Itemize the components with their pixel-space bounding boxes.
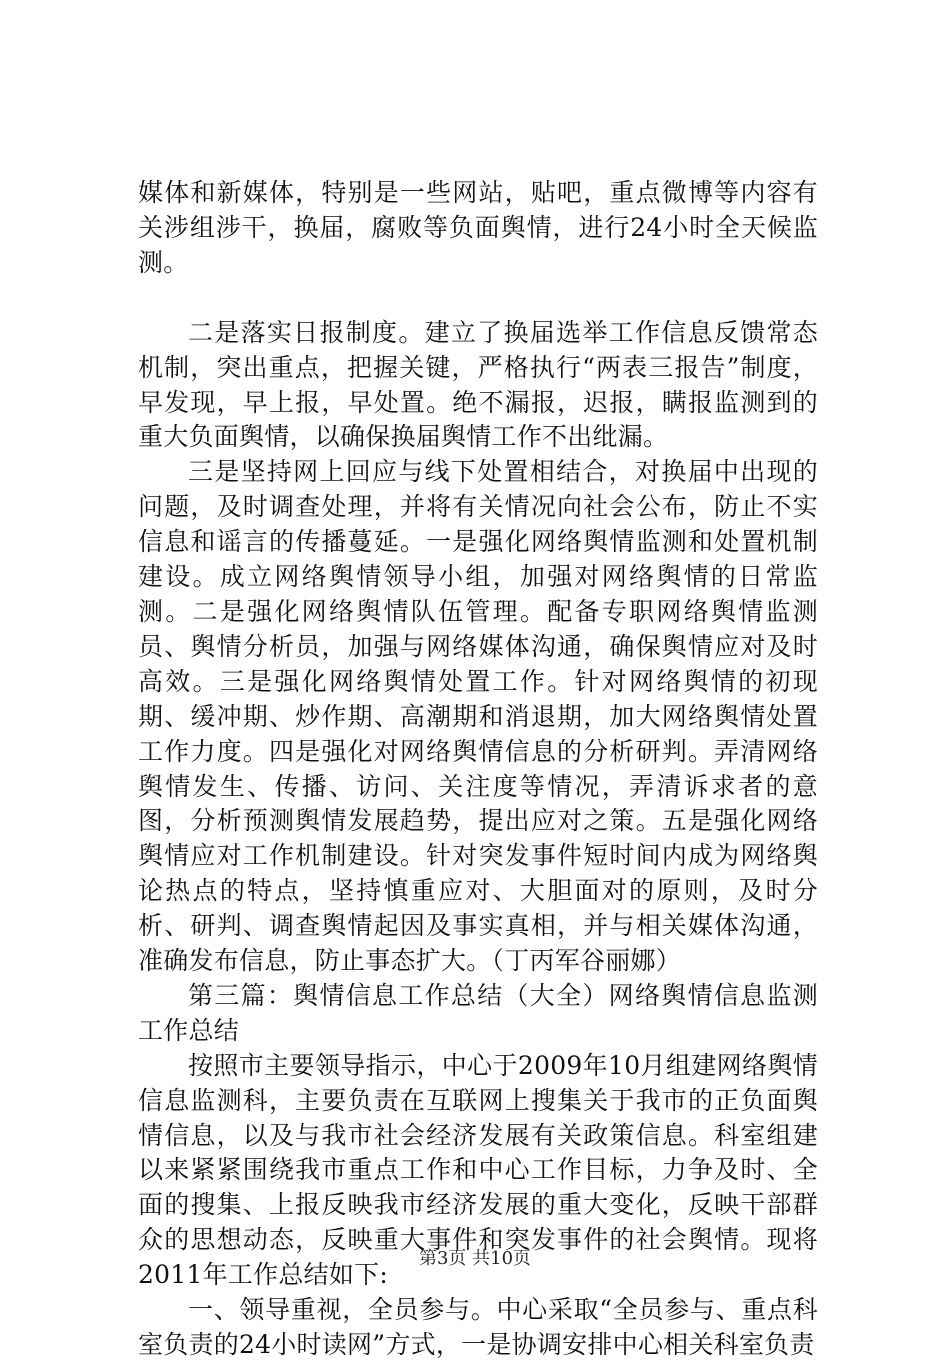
document-body	[138, 176, 818, 1363]
paragraph-online-offline: 三是坚持网上回应与线下处置相结合，对换届中出现的问题，及时调查处理，并将有关情况向社会公布，防止不实信息和谣言的传播蔓延。一是强化网络舆情监测和处置机制建设。成立网络舆情领导小组，加强对网络舆情的日常监测。二是强化网络舆情队伍管理。配备专职网络舆情监测员、舆情分析员，加强与网络媒体沟通，确保舆情应对及时高效。三是强化网络舆情处置工作。针对网络舆情的初现期、缓冲期、炒作期、高潮期和消退期，加大网络舆情处置工作力度。四是强化对网络舆情信息的分析研判。弄清网络舆情发生、传播、访问、关注度等情况，弄清诉求者的意图，分析预测舆情发展趋势，提出应对之策。五是强化网络舆情应对工作机制建设。针对突发事件短时间内成为网络舆论热点的特点，坚持慎重应对、大胆面对的原则，及时分析、研判、调查舆情起因及事实真相，并与相关媒体沟通，准确发布信息，防止事态扩大。（丁丙军谷丽娜）	[138, 457, 818, 976]
paragraph-monitoring-dept: 按照市主要领导指示，中心于2009年10月组建网络舆情信息监测科，主要负责在互联网上搜集关于我市的正负面舆情信息，以及与我市社会经济发展有关政策信息。科室组建以来紧紧围绕我市重点工作和中心工作目标，力争及时、全面的搜集、上报反映我市经济发展的重大变化，反映干部群众的思想动态，反映重大事件和突发事件的社会舆情。现将2011年工作总结如下:	[138, 1050, 818, 1290]
page-number-footer: 第3页 共10页	[418, 1248, 532, 1269]
paragraph-leadership: 一、领导重视，全员参与。中心采取“全员参与、重点科室负责的24小时读网”方式，一是协调安排中心相关科室负责	[138, 1295, 818, 1359]
paragraph-daily-report: 二是落实日报制度。建立了换届选举工作信息反馈常态机制，突出重点，把握关键，严格执行“两表三报告”制度，早发现，早上报，早处置。绝不漏报，迟报，瞒报监测到的重大负面舆情，以确保换届舆情工作不出纰漏。	[138, 317, 818, 452]
paragraph-continuation: 媒体和新媒体，特别是一些网站，贴吧，重点微博等内容有关涉组涉干，换届，腐败等负面舆情，进行24小时全天候监测。	[138, 178, 818, 277]
section-heading-third: 第三篇：舆情信息工作总结（大全）网络舆情信息监测工作总结	[138, 980, 818, 1045]
